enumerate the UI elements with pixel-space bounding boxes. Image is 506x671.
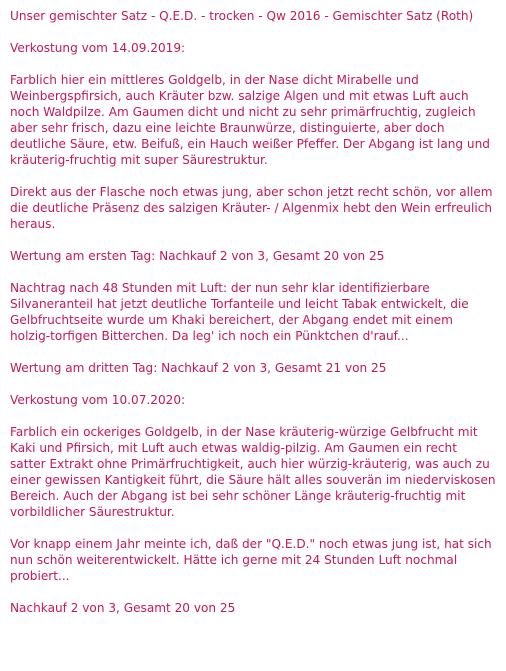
tasting-1-paragraph-1: Farblich hier ein mittleres Goldgelb, in der Nase dicht Mirabelle und Weinbergspfirsich, auch Kräuter bzw. salzige Algen und mit etwas Luft auch noch Waldpilze. Am Gaumen dicht und nicht zu sehr primärfruchtig, zugleich aber sehr frisch, dazu eine leichte Braunwürze, distinguierte, aber doch deutliche Säure, etw. Beifuß, ein Hauch weißer Pfeffer. Der Abgang ist lang und kräuterig-fruchtig mit super Säurestruktur. [10, 73, 490, 167]
tasting-1-paragraph-2: Direkt aus der Flasche noch etwas jung, aber schon jetzt recht schön, vor allem die deutliche Präsenz des salzigen Kräuter- / Algenmix hebt den Wein erfreulich heraus. [10, 185, 493, 231]
tasting-2-paragraph-2: Vor knapp einem Jahr meinte ich, daß der "Q.E.D." noch etwas jung ist, hat sich nun schön weiterentwickelt. Hätte ich gerne mit 24 Stunden Luft nochmal probiert... [10, 537, 492, 583]
tasting-date-1: Verkostung vom 14.09.2019: [10, 41, 186, 55]
tasting-date-2: Verkostung vom 10.07.2020: [10, 393, 186, 407]
tasting-1-addendum: Nachtrag nach 48 Stunden mit Luft: der nun sehr klar identifizierbare Silvaneranteil hat jetzt deutliche Torfanteile und leicht Tabak entwickelt, die Gelbfruchtseite wurde um Khaki bereichert, der Abgang endet mit einem holzig-torfigen Bitterchen. Da leg' ich noch ein Pünktchen d'rauf... [10, 281, 469, 343]
tasting-2-paragraph-1: Farblich ein ockeriges Goldgelb, in der Nase kräuterig-würzige Gelbfrucht mit Kaki und Pfirsich, mit Luft auch etwas waldig-pilzig. Am Gaumen ein recht satter Extrakt ohne Primärfruchtigkeit, auch hier würzig-kräuterig, was auch zu einer gewissen Kantigkeit führt, die Säure hält alles souverän im niederviskosen Bereich. Auch der Abgang ist bei sehr schöner Länge kräuterig-fruchtig mit vorbildlicher Säurestruktur. [10, 425, 496, 519]
rating-2: Nachkauf 2 von 3, Gesamt 20 von 25 [10, 601, 236, 615]
rating-day-1: Wertung am ersten Tag: Nachkauf 2 von 3, Gesamt 20 von 25 [10, 249, 385, 263]
rating-day-3: Wertung am dritten Tag: Nachkauf 2 von 3, Gesamt 21 von 25 [10, 361, 387, 375]
wine-title: Unser gemischter Satz - Q.E.D. - trocken - Qw 2016 - Gemischter Satz (Roth) [10, 9, 474, 23]
